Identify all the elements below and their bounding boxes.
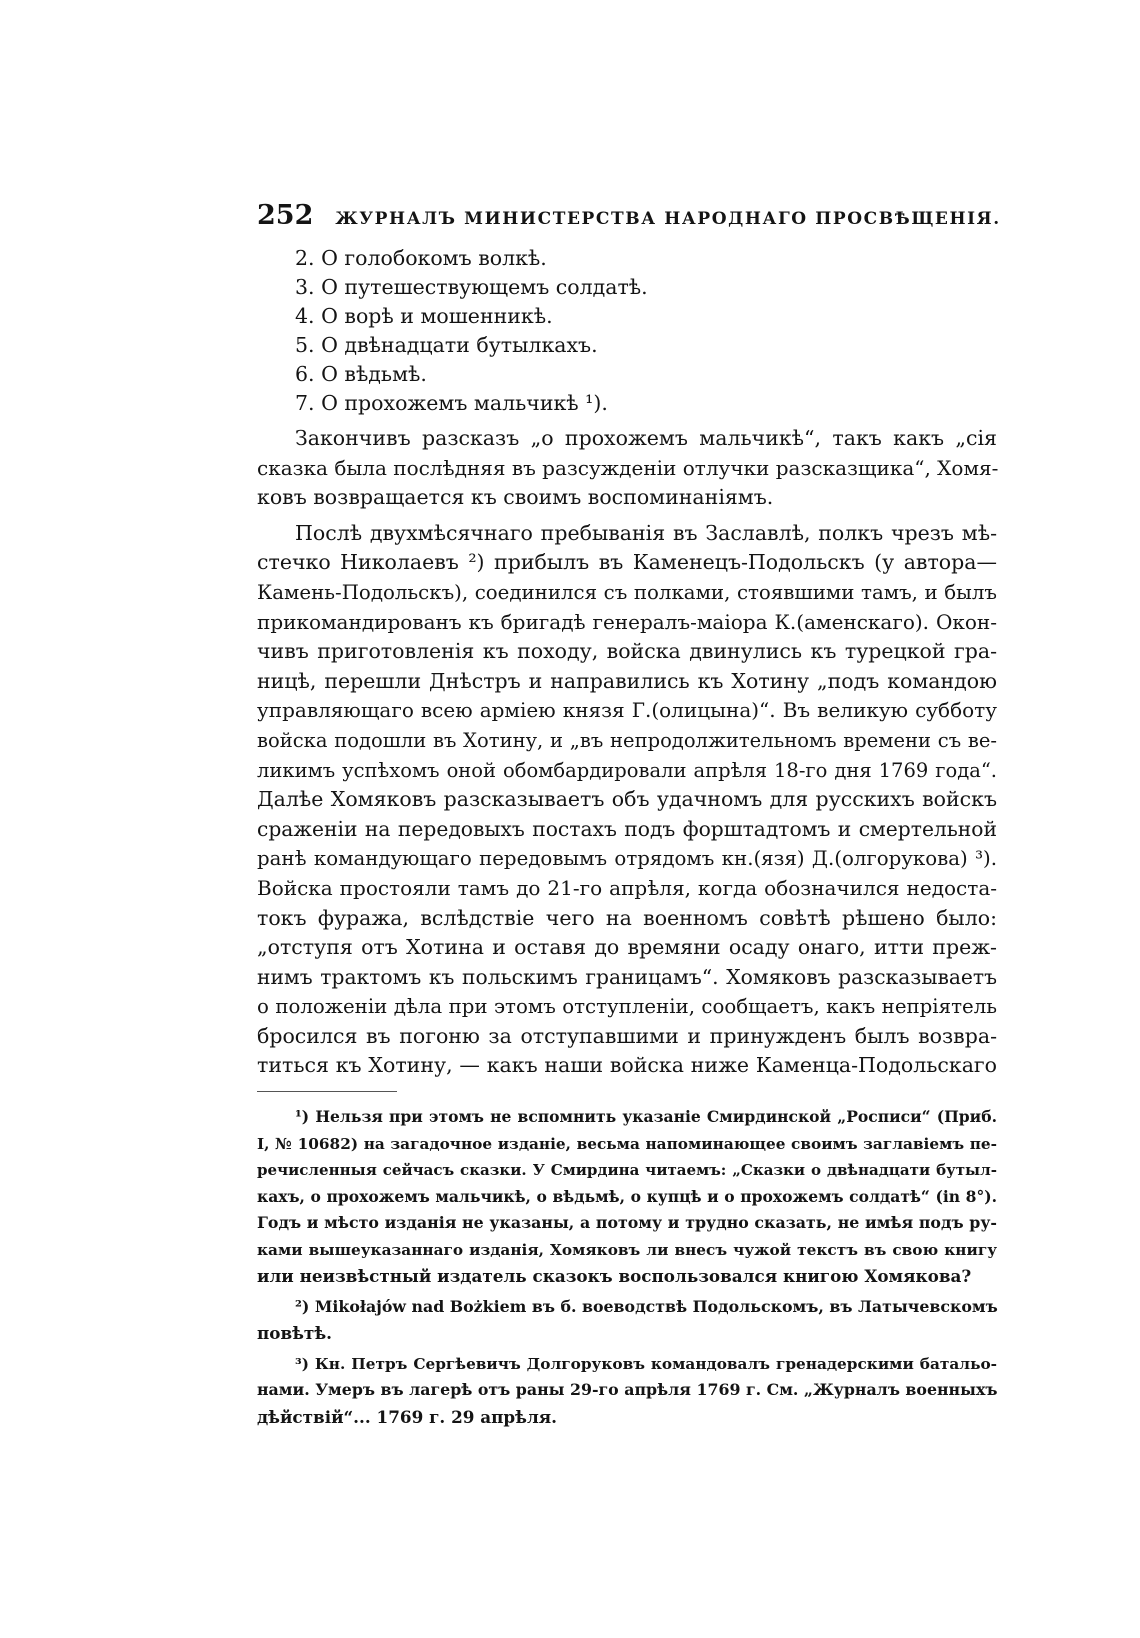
- text-line: Камень-Подольскъ), соединился съ полками, стоявшими тамъ, и былъ: [257, 580, 997, 604]
- tale-list: [257, 244, 997, 418]
- paragraph-2: [257, 519, 997, 1081]
- text-line: ницѣ, перешли Днѣстръ и направились къ Хотину „подъ командою: [257, 668, 997, 693]
- footnote-line: ²) Mikołajów nad Bożkiem въ б. воеводствѣ Подольскомъ, въ Латычевскомъ: [295, 1296, 998, 1316]
- footnote-line: или неизвѣстный издатель сказокъ воспользовался книгою Хомякова?: [257, 1266, 972, 1287]
- footnote-divider: [257, 1091, 397, 1092]
- text-line: Далѣе Хомяковъ разсказываетъ объ удачномъ для русскихъ войскъ: [257, 787, 997, 812]
- text-line: сказка была послѣдняя въ разсужденіи отлучки разсказщика“, Хомя-: [257, 455, 999, 480]
- list-item: 6. О вѣдьмѣ.: [295, 362, 427, 386]
- list-item: 3. О путешествующемъ солдатѣ.: [295, 275, 648, 299]
- paragraph-1: [257, 424, 997, 513]
- footnote-line: Годъ и мѣсто изданія не указаны, а потому и трудно сказать, не имѣя подъ ру-: [257, 1213, 997, 1233]
- text-line: нимъ трактомъ къ польскимъ границамъ“. Хомяковъ разсказываетъ: [257, 964, 997, 989]
- footnote-3: [257, 1351, 997, 1431]
- text-line: ранѣ командующаго передовымъ отрядомъ кн.(язя) Д.(олгорукова) ³).: [257, 847, 997, 871]
- page: [257, 200, 1001, 1430]
- footnote-line: I, № 10682) на загадочное изданіе, весьма напоминающее своимъ заглавіемъ пе-: [257, 1134, 997, 1153]
- footnote-line: кахъ, о прохожемъ мальчикѣ, о вѣдьмѣ, о купцѣ и о прохожемъ солдатѣ“ (in 8°).: [257, 1186, 997, 1206]
- text-line: токъ фуража, вслѣдствіе чего на военномъ совѣтѣ рѣшено было:: [257, 905, 997, 930]
- text-line: управляющаго всею арміею князя Г.(олицына)“. Въ великую субботу: [257, 698, 997, 723]
- footnote-line: нами. Умеръ въ лагерѣ отъ раны 29-го апрѣля 1769 г. См. „Журналъ военныхъ: [257, 1380, 998, 1400]
- text-line: бросился въ погоню за отступавшими и принужденъ былъ возвра-: [257, 1023, 997, 1048]
- text-line: стечко Николаевъ ²) прибылъ въ Каменецъ-Подольскъ (у автора—: [257, 550, 997, 575]
- list-item: 7. О прохожемъ мальчикѣ ¹).: [295, 391, 608, 415]
- text-line: прикомандированъ къ бригадѣ генералъ-маіора К.(аменскаго). Окон-: [257, 609, 997, 634]
- footnote-line: ками вышеуказаннаго изданія, Хомяковъ ли внесъ чужой текстъ въ свою книгу: [257, 1240, 997, 1259]
- footnote-1: [257, 1104, 997, 1290]
- list-item: 2. О голобокомъ волкѣ.: [295, 246, 547, 270]
- footnote-line: ¹) Нельзя при этомъ не вспомнить указаніе Смирдинской „Росписи“ (Приб.: [295, 1107, 997, 1127]
- text-line: войска подошли въ Хотину, и „въ непродолжительномъ времени съ ве-: [257, 728, 997, 752]
- text-line: сраженіи на передовыхъ постахъ подъ форштадтомъ и смертельной: [257, 816, 997, 841]
- text-line: о положеніи дѣла при этомъ отступленіи, сообщаетъ, какъ непріятель: [257, 995, 997, 1019]
- text-line: „отступя отъ Хотина и оставя до времяни осаду онаго, итти преж-: [257, 935, 997, 960]
- footnote-line: дѣйствій“... 1769 г. 29 апрѣля.: [257, 1406, 558, 1427]
- page-number: 252: [257, 200, 314, 231]
- text-line: ликимъ успѣхомъ оной обомбардировали апрѣля 18-го дня 1769 года“.: [257, 758, 997, 782]
- text-line: чивъ приготовленія къ походу, войска двинулись къ турецкой гра-: [257, 639, 997, 664]
- text-line: ковъ возвращается къ своимъ воспоминаніямъ.: [257, 485, 774, 510]
- page-header: [257, 200, 1001, 240]
- text-line: Послѣ двухмѣсячнаго пребыванія въ Заславлѣ, полкъ чрезъ мѣ-: [295, 520, 997, 545]
- footnote-line: ³) Кн. Петръ Сергѣевичъ Долгоруковъ командовалъ гренадерскими батальо-: [295, 1354, 997, 1373]
- list-item: 4. О ворѣ и мошенникѣ.: [295, 304, 553, 328]
- footnote-2: [257, 1294, 997, 1347]
- list-item: 5. О двѣнадцати бутылкахъ.: [295, 333, 598, 357]
- footnote-line: речисленныя сейчасъ сказки. У Смирдина читаемъ: „Сказки о двѣнадцати бутыл-: [257, 1161, 997, 1180]
- running-head: ЖУРНАЛЪ МИНИСТЕРСТВА НАРОДНАГО ПРОСВѢЩЕНІЯ.: [335, 209, 1001, 229]
- footnote-line: повѣтѣ.: [257, 1323, 332, 1344]
- text-line: Войска простояли тамъ до 21-го апрѣля, когда обозначился недоста-: [257, 875, 997, 900]
- text-line: титься къ Хотину, — какъ наши войска ниже Каменца-Подольскаго: [257, 1053, 997, 1078]
- text-line: Закончивъ разсказъ „о прохожемъ мальчикѣ“, такъ какъ „сія: [295, 426, 997, 450]
